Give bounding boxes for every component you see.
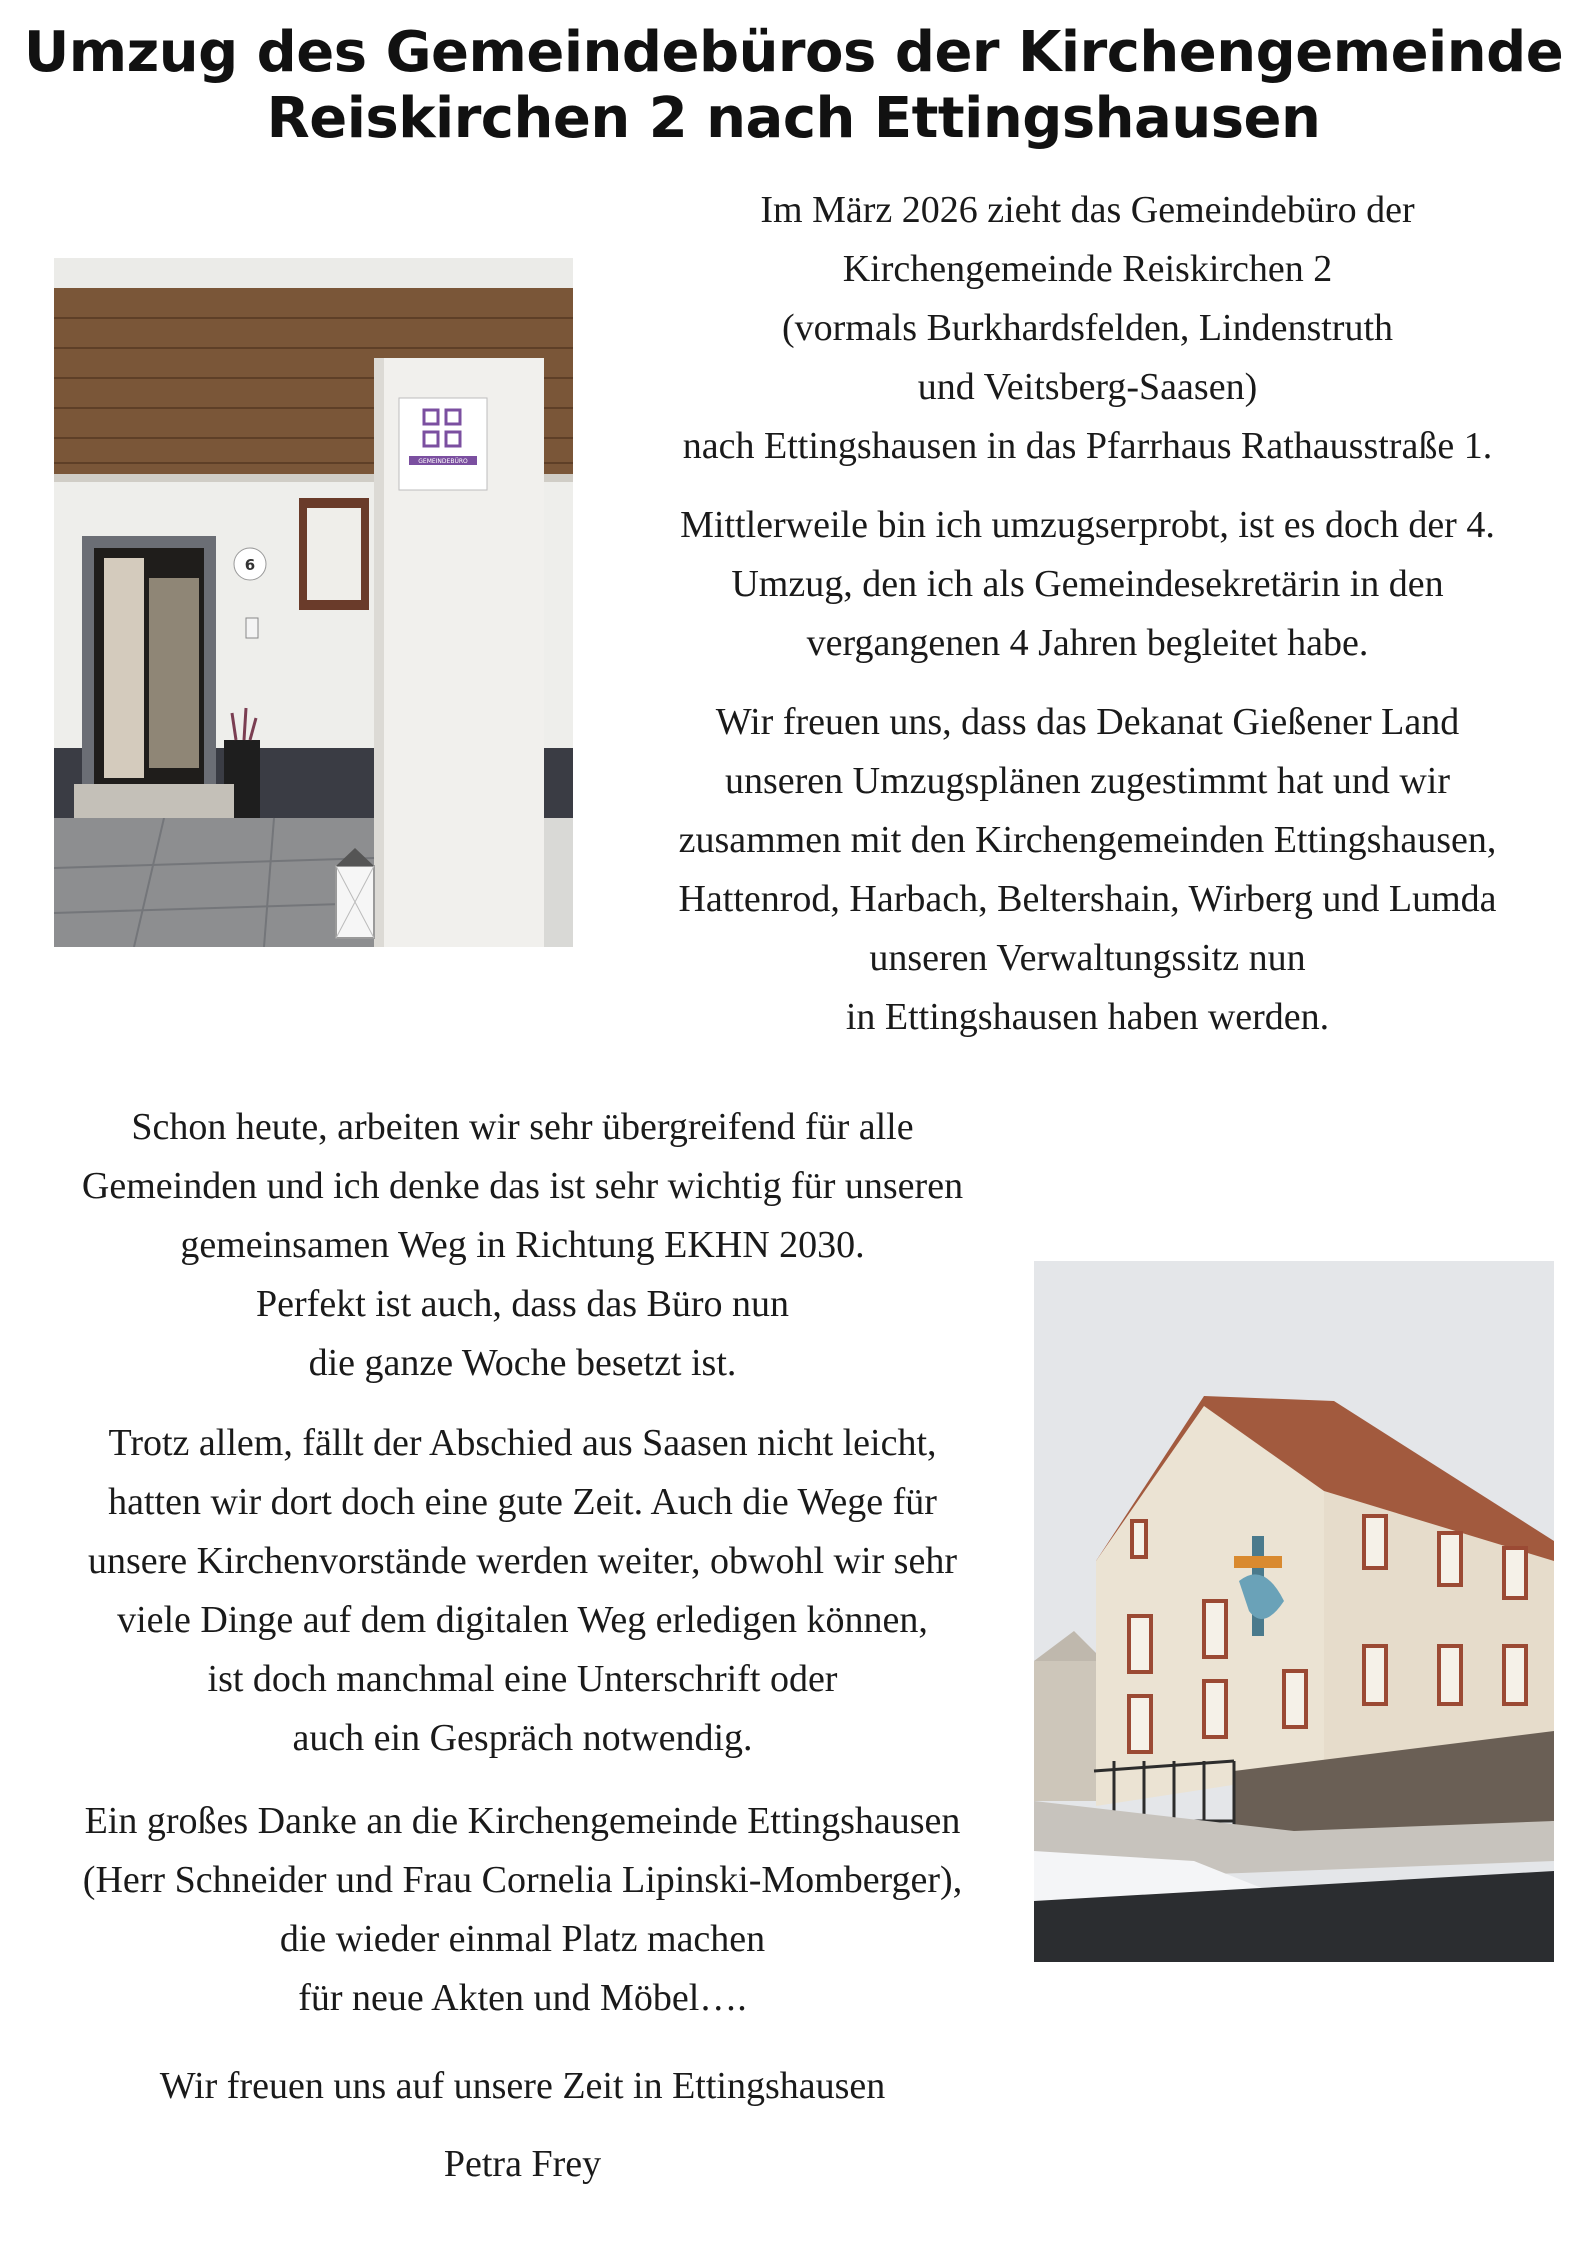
- paragraph-cooperation: [10, 1098, 1035, 1393]
- text-line: Perfekt ist auch, dass das Büro nun: [256, 1283, 789, 1325]
- text-line: Wir freuen uns auf unsere Zeit in Ettingshausen: [159, 2065, 886, 2107]
- text-line: unsere Kirchenvorstände werden weiter, obwohl wir sehr: [87, 1540, 957, 1582]
- text-line: gemeinsamen Weg in Richtung EKHN 2030.: [180, 1224, 865, 1266]
- paragraph-farewell: [10, 1414, 1035, 1768]
- text-line: Mittlerweile bin ich umzugserprobt, ist es doch der 4.: [680, 504, 1495, 546]
- text-line: für neue Akten und Möbel….: [298, 1977, 747, 2019]
- paragraph-intro: [620, 181, 1555, 476]
- text-line: Kirchengemeinde Reiskirchen 2: [842, 248, 1333, 290]
- text-line: Umzug, den ich als Gemeindesekretärin in den: [731, 563, 1444, 605]
- text-line: die ganze Woche besetzt ist.: [308, 1342, 737, 1384]
- text-line: Ein großes Danke an die Kirchengemeinde Ettingshausen: [84, 1800, 961, 1842]
- text-line: nach Ettingshausen in das Pfarrhaus Rathausstraße 1.: [682, 425, 1493, 467]
- entrance-photo: [54, 258, 573, 947]
- text-line: die wieder einmal Platz machen: [279, 1918, 766, 1960]
- signature: [10, 2135, 1035, 2194]
- text-line: unseren Verwaltungssitz nun: [869, 937, 1306, 979]
- text-line: Wir freuen uns, dass das Dekanat Gießener Land: [715, 701, 1460, 743]
- text-line: Schon heute, arbeiten wir sehr übergreifend für alle: [131, 1106, 914, 1148]
- text-line: in Ettingshausen haben werden.: [845, 996, 1330, 1038]
- page-title: [0, 20, 1587, 152]
- title-line-2: Reiskirchen 2 nach Ettingshausen: [266, 86, 1321, 151]
- house-number: 6: [244, 556, 256, 574]
- parsonage-photo: [1034, 1261, 1554, 1962]
- title-line-1: Umzug des Gemeindebüros der Kirchengemeinde: [23, 20, 1564, 85]
- text-line: (vormals Burkhardsfelden, Lindenstruth: [781, 307, 1394, 349]
- text-line: vergangenen 4 Jahren begleitet habe.: [806, 622, 1369, 664]
- paragraph-closing: [10, 2057, 1035, 2116]
- paragraph-experience: [620, 496, 1555, 673]
- text-line: Im März 2026 zieht das Gemeindebüro der: [760, 189, 1415, 231]
- text-line: zusammen mit den Kirchengemeinden Ettingshausen,: [678, 819, 1497, 861]
- text-line: auch ein Gespräch notwendig.: [292, 1717, 753, 1759]
- text-line: Hattenrod, Harbach, Beltershain, Wirberg und Lumda: [678, 878, 1497, 920]
- text-line: unseren Umzugsplänen zugestimmt hat und wir: [724, 760, 1450, 802]
- text-line: hatten wir dort doch eine gute Zeit. Auch die Wege für: [108, 1481, 937, 1523]
- sign-label: GEMEINDEBÜRO: [418, 458, 468, 465]
- signature-name: Petra Frey: [443, 2143, 602, 2185]
- paragraph-dekanat: [620, 693, 1555, 1047]
- text-line: viele Dinge auf dem digitalen Weg erledigen können,: [117, 1599, 928, 1641]
- text-line: Gemeinden und ich denke das ist sehr wichtig für unseren: [81, 1165, 964, 1207]
- paragraph-thanks: [10, 1792, 1035, 2028]
- text-line: (Herr Schneider und Frau Cornelia Lipinski-Momberger),: [82, 1859, 963, 1901]
- text-line: Trotz allem, fällt der Abschied aus Saasen nicht leicht,: [108, 1422, 937, 1464]
- text-line: ist doch manchmal eine Unterschrift oder: [207, 1658, 838, 1700]
- text-line: und Veitsberg-Saasen): [917, 366, 1258, 408]
